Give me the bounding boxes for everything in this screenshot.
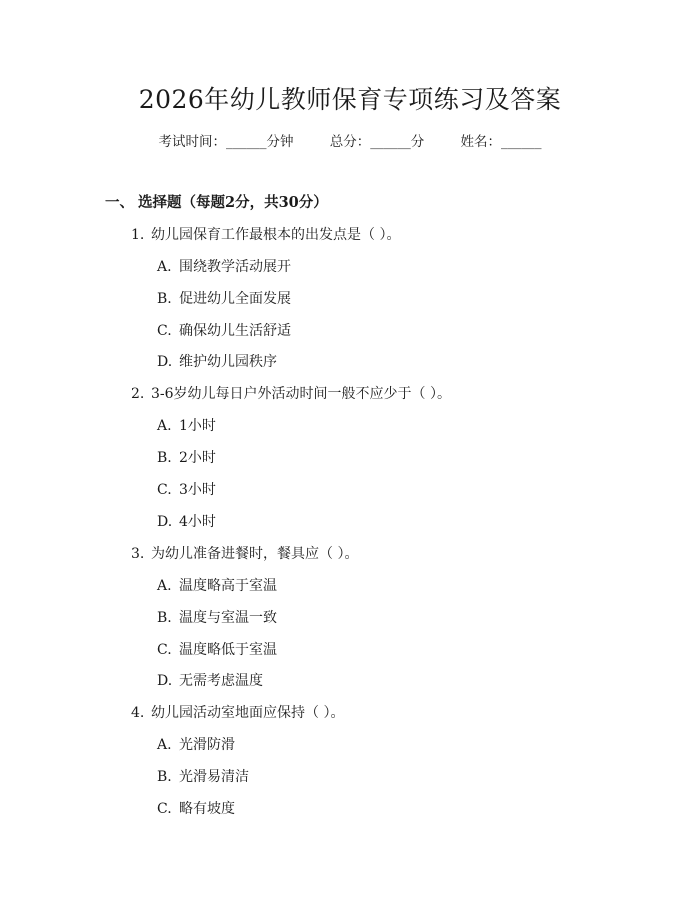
option-text: 4小时 [179, 514, 216, 530]
q4-option-a [157, 734, 235, 754]
section-title: 选择题（每题2分，共30分） [138, 194, 328, 211]
option-label: C. [157, 323, 172, 339]
option-text: 无需考虑温度 [179, 673, 263, 689]
option-label: B. [157, 450, 172, 466]
q2-option-c [157, 479, 216, 499]
option-text: 1小时 [179, 418, 216, 434]
option-label: B. [157, 769, 172, 785]
option-text: 温度与室温一致 [179, 610, 277, 626]
option-text: 促进幼儿全面发展 [179, 291, 291, 307]
option-label: A. [157, 578, 172, 594]
question-3 [131, 543, 358, 563]
q2-option-a [157, 415, 216, 435]
option-label: A. [157, 259, 172, 275]
question-number: 2. [131, 386, 145, 402]
option-label: C. [157, 642, 172, 658]
option-label: A. [157, 418, 172, 434]
question-number: 1. [131, 227, 145, 243]
option-text: 3小时 [179, 482, 216, 498]
q3-option-d [157, 670, 263, 690]
option-text: 略有坡度 [179, 801, 235, 817]
option-text: 温度略低于室温 [179, 642, 277, 658]
question-number: 4. [131, 705, 145, 721]
q3-option-b [157, 607, 277, 627]
q2-option-b [157, 447, 216, 467]
total-score-field: 总分：______分 [329, 134, 425, 150]
question-text: 幼儿园活动室地面应保持（ ）。 [151, 705, 345, 721]
option-label: C. [157, 482, 172, 498]
question-1 [131, 224, 400, 244]
option-text: 温度略高于室温 [179, 578, 277, 594]
option-text: 确保幼儿生活舒适 [179, 323, 291, 339]
section-heading [105, 191, 328, 212]
option-label: A. [157, 737, 172, 753]
q3-option-c [157, 639, 277, 659]
question-4 [131, 702, 344, 722]
q1-option-b [157, 288, 291, 308]
option-text: 维护幼儿园秩序 [179, 354, 277, 370]
q1-option-c [157, 320, 291, 340]
q4-option-b [157, 766, 249, 786]
exam-time-field: 考试时间：______分钟 [158, 134, 294, 150]
option-label: D. [157, 673, 173, 689]
q1-option-a [157, 256, 291, 276]
option-label: B. [157, 610, 172, 626]
option-text: 光滑防滑 [179, 737, 235, 753]
option-label: D. [157, 514, 173, 530]
option-text: 围绕教学活动展开 [179, 259, 291, 275]
option-text: 光滑易清洁 [179, 769, 249, 785]
q2-option-d [157, 511, 216, 531]
question-number: 3. [131, 546, 145, 562]
student-name-field: 姓名：______ [460, 134, 542, 150]
option-label: C. [157, 801, 172, 817]
document-title: 2026年幼儿教师保育专项练习及答案 [138, 85, 562, 114]
q1-option-d [157, 351, 277, 371]
section-number: 一、 [105, 194, 134, 211]
question-text: 3-6岁幼儿每日户外活动时间一般不应少于（ ）。 [151, 386, 451, 402]
question-2 [131, 383, 451, 403]
question-text: 为幼儿准备进餐时，餐具应（ ）。 [151, 546, 359, 562]
question-text: 幼儿园保育工作最根本的出发点是（ ）。 [151, 227, 401, 243]
option-label: B. [157, 291, 172, 307]
option-label: D. [157, 354, 173, 370]
q4-option-c [157, 798, 235, 818]
exam-info-line [0, 130, 700, 150]
q3-option-a [157, 575, 277, 595]
option-text: 2小时 [179, 450, 216, 466]
